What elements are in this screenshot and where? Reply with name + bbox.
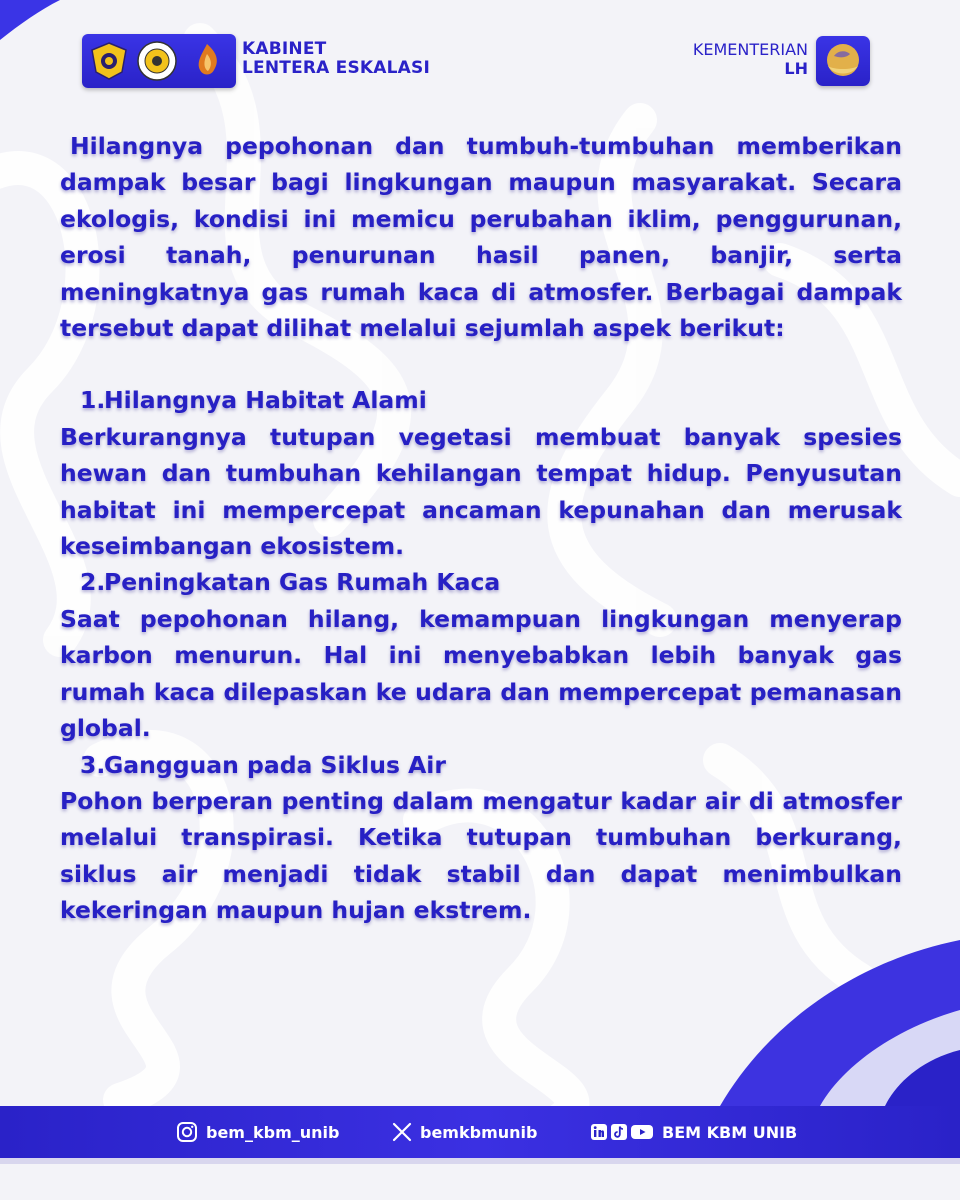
ministry-title [693,40,808,78]
instagram-link[interactable] [176,1118,339,1146]
unib-emblem-logo [88,40,130,82]
cabinet-title [242,40,430,78]
globe-leaf-icon [816,36,870,86]
youtube-icon [630,1123,654,1141]
instagram-handle: bem_kbm_unib [206,1122,340,1142]
bem-seal-logo [136,40,178,82]
intro-paragraph: Hilangnya pepohonan dan tumbuh-tumbuhan memberikan dampak besar bagi lingkungan maupun masyarakat. Secara ekologis, kondisi ini memicu perubahan iklim, penggurunan, erosi tanah, penurunan hasil panen, banjir, serta meningkatnya gas rumah kaca di atmosfer. Berbagai dampak tersebut dapat dilihat melalui sejumlah aspek berikut: [60,132,902,343]
list-item-number: 3. [80,750,106,779]
list-item-number: 1. [80,386,106,415]
ministry-title-line2: LH [784,59,808,78]
list-item-body-2: Saat pepohonan hilang, kemampuan lingkungan menyerap karbon menurun. Hal ini menyebabkan lebih banyak gas rumah kaca dilepaskan ke udara dan mempercepat pemanasan global. [60,604,902,743]
list-item-number: 2. [80,568,106,597]
ministry-title-line1: KEMENTERIAN [692,40,808,59]
article-body [60,128,902,929]
list-item-title: Gangguan pada Siklus Air [104,750,446,779]
list-item-heading-3 [60,747,902,783]
tiktok-icon [610,1123,628,1141]
cabinet-flame-logo [186,40,228,82]
list-item-body-3: Pohon berperan penting dalam mengatur kadar air di atmosfer melalui transpirasi. Ketika tutupan tumbuhan berkurang, siklus air menjadi tidak stabil dan dapat menimbulkan kekeringan maupun hujan ekstrem. [60,786,902,925]
linkedin-icon [590,1123,608,1141]
list-item-title: Hilangnya Habitat Alami [104,386,427,415]
x-logo-icon [392,1122,412,1142]
spacer [60,346,902,382]
channels-name: BEM KBM UNIB [662,1122,798,1142]
list-item-body-1: Berkurangnya tutupan vegetasi membuat banyak spesies hewan dan tumbuhan kehilangan tempat hidup. Penyusutan habitat ini mempercepat ancaman kepunahan dan merusak keseimbangan ekosistem. [60,422,902,561]
footer-shadow [0,1158,960,1164]
x-handle: bemkbmunib [420,1122,538,1142]
list-item-title: Peningkatan Gas Rumah Kaca [104,568,501,597]
list-item-heading-1 [60,382,902,418]
channels-link[interactable] [590,1118,797,1146]
ministry-logo-badge [816,36,870,86]
cabinet-title-line1: KABINET [242,39,327,59]
cabinet-title-line2: LENTERA ESKALASI [242,58,430,78]
list-item-heading-2 [60,564,902,600]
instagram-icon [176,1121,198,1143]
x-link[interactable] [392,1118,537,1146]
